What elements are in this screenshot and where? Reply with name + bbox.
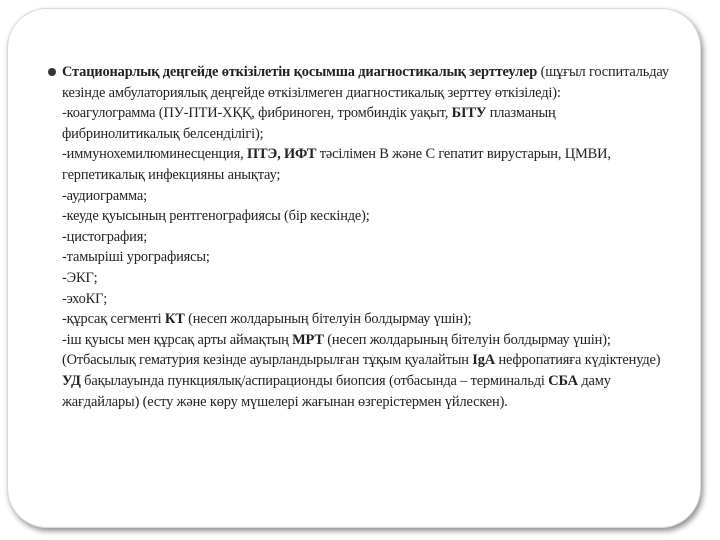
slide-content [48, 62, 673, 412]
list-item-bold: СБА [548, 372, 578, 389]
list-item-text: -іш қуысы мен құрсақ арты аймақтың [62, 331, 293, 348]
list-item-text: плазманың фибринолитикалық белсенділігі); [62, 105, 556, 142]
list-item-text: (несеп жолдарының бітелуін болдырмау үшін); [184, 311, 472, 328]
list-item-bold: IgA [472, 352, 496, 369]
list-item-ct [48, 309, 673, 330]
list-item-bold: ПТЭ, ИФТ [246, 146, 317, 163]
bullet-icon [48, 68, 56, 76]
list-item-text: -иммунохемилюминесценция, [62, 146, 247, 163]
list-item-ecg: -ЭКГ; [62, 269, 98, 286]
list-item-xray: -кеуде қуысының рентгенографиясы (бір кескінде); [62, 208, 370, 225]
list-item-biopsy-note [48, 350, 673, 412]
list-item-bold: МРТ [292, 331, 324, 348]
list-item-bold: КТ [164, 311, 185, 328]
list-item-audiogram: -аудиограмма; [62, 187, 147, 204]
list-item-echo: -эхоКГ; [62, 290, 108, 307]
list-item-text: тәсілімен В және С гепатит вирустарын, ЦМВИ, герпетикалық инфекцияны анықтау; [62, 146, 611, 183]
list-item-text: -коагулограмма (ПУ-ПТИ-ХҚҚ, фибриноген, тромбиндік уақыт, [62, 105, 452, 122]
list-item-bold: УД [62, 372, 81, 389]
list-item-text: нефропатияға күдіктенуде) [495, 352, 661, 369]
bullet-heading [48, 62, 673, 103]
list-item-text: (Отбасылық гематурия кезінде ауырландырылған тұқым қуалайтын [62, 352, 473, 369]
list-item-mri [48, 330, 673, 351]
list-item-cystography: -цистография; [62, 228, 148, 245]
list-item-text: бақылауында пункциялық/аспирационды биопсия (отбасында – терминальді [80, 372, 549, 389]
heading-rest-text: (шұғыл госпитальдау кезінде амбулаториялық деңгейде өткізілмеген диагностикалық зерттеу өткізіледі): [62, 64, 669, 101]
list-item-coagulogram [48, 103, 673, 144]
list-item-text: (несеп жолдарының бітелуін болдырмау үшін); [323, 331, 611, 348]
list-item-bold: БІТУ [451, 105, 487, 122]
list-item-urography: -тамыріші урографиясы; [62, 249, 210, 266]
list-item-text: даму жағдайлары) (есту және көру мүшелері жағынан өзгерістермен үйлескен). [62, 372, 611, 410]
heading-bold-text: Стационарлық деңгейде өткізілетін қосымша диагностикалық зерттеулер [62, 64, 538, 80]
list-item-text: -құрсақ сегменті [62, 311, 165, 328]
list-item-immuno [48, 144, 673, 185]
